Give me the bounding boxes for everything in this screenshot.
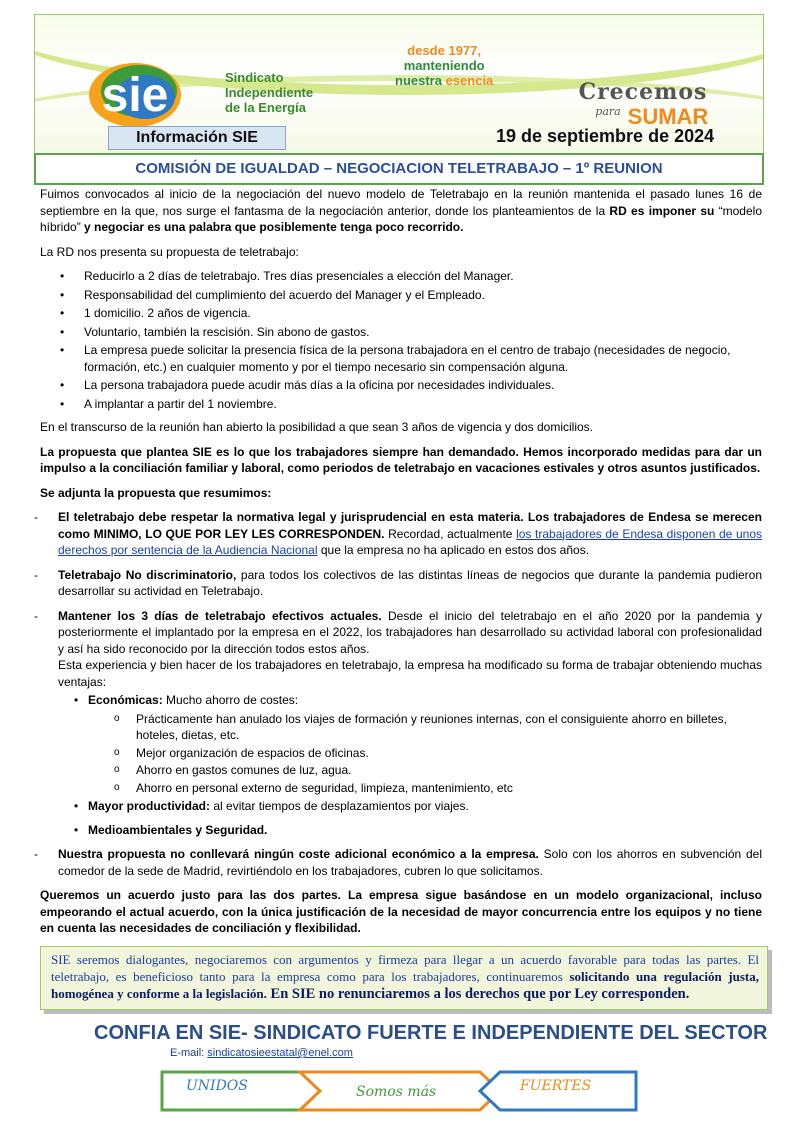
list-item: • 1 domicilio. 2 años de vigencia. (84, 305, 762, 322)
list-item: • Responsabilidad del cumplimiento del acuerdo del Manager y el Empleado. (84, 287, 762, 304)
benefit-item: • Económicas: Mucho ahorro de costes: (88, 692, 762, 709)
document-date: 19 de septiembre de 2024 (496, 126, 715, 146)
slogan: Crecemos para SUMAR (578, 79, 709, 129)
list-item: • A implantar a partir del 1 noviembre. (84, 396, 762, 413)
sub-list-item: o Ahorro en personal externo de seguridad, limpieza, mantenimiento, etc (136, 780, 762, 797)
info-label: Información SIE (108, 126, 286, 150)
proposal-point: - Nuestra propuesta no conllevará ningún coste adicional económico a la empresa. Solo con los ahorros en subvención del comedor de la sede de Madrid, revirtiéndolo en los trabajadores, cubren lo que solicitamos. (40, 846, 762, 879)
proposal-point: - Mantener los 3 días de teletrabajo efectivos actuales. Desde el inicio del teletrabajo en el año 2020 por la pandemia y posteriormente el implantado por la empresa en el 2022, los trabajadores han desarrollado su actividad laboral con profesionalidad y así ha sido reconocido por la dirección todos estos años. Esta experiencia y bien hacer de los trabajadores en teletrabajo, la empresa ha modificado su forma de trabajar obteniendo muchas ventajas: (40, 608, 762, 691)
closing-paragraph: Queremos un acuerdo justo para las dos partes. La empresa sigue basándose en un modelo organizacional, incluso empeorando el actual acuerdo, con la única justificación de la necesidad de mayor concurrencia entre los equipos y no tiene en cuenta las necesidades de conciliación y flexibilidad. (40, 888, 762, 935)
sub-list-item: o Prácticamente han anulado los viajes de formación y reuniones internas, con el consiguiente ahorro en billetes, hoteles, dietas, etc. (136, 711, 762, 744)
list-item: • La persona trabajadora puede acudir más días a la oficina por necesidades individuales. (84, 377, 762, 394)
document-body (40, 186, 762, 945)
proposal-point: - Teletrabajo No discriminatorio, para todos los colectivos de las distintas líneas de negocios que durante la pandemia pudieron desarrollar su actividad en Teletrabajo. (40, 567, 762, 600)
summary-intro: Se adjunta la propuesta que resumimos: (40, 485, 272, 500)
arrow-label-unidos: UNIDOS (186, 1078, 248, 1094)
callout-box: SIE seremos dialogantes, negociaremos con argumentos y firmeza para llegar a un acuerdo favorable para todas las partes. El teletrabajo, es beneficioso tanto para la empresa como para los trabajadores, continuaremos solicitando una regulación justa, homogénea y conforme a la legislación. En SIE no renunciaremos a los derechos que por Ley corresponden. (40, 946, 768, 1010)
sie-proposal-paragraph: La propuesta que plantea SIE es lo que los trabajadores siempre han demandado. Hemos incorporado medidas para dar un impulso a la conciliación familiar y laboral, como periodos de teletrabajo en vacaciones estivales y otros asuntos justificados. (40, 444, 762, 475)
footer-title: CONFIA EN SIE- SINDICATO FUERTE E INDEPENDIENTE DEL SECTOR (94, 1022, 768, 1044)
court-ruling-link[interactable]: los trabajadores de Endesa disponen de unos derechos por sentencia de la Audiencia Nacional (58, 526, 762, 557)
benefit-item: • Medioambientales y Seguridad. (88, 822, 762, 839)
email-link[interactable]: sindicatosieestatal@enel.com (207, 1047, 353, 1059)
document-title: COMISIÓN DE IGUALDAD – NEGOCIACION TELETRABAJO – 1º REUNION (34, 153, 764, 185)
arrow-label-somos-mas: Somos más (356, 1084, 437, 1100)
meeting-paragraph: En el transcurso de la reunión han abierto la posibilidad a que sean 3 años de vigencia y dos domicilios. (40, 420, 594, 434)
benefit-item: • Mayor productividad: al evitar tiempos de desplazamientos por viajes. (88, 798, 762, 815)
sub-list-item: o Ahorro en gastos comunes de luz, agua. (136, 762, 762, 779)
footer-email: E-mail: sindicatosieestatal@enel.com (170, 1047, 353, 1059)
arrow-label-fuertes: FUERTES (520, 1078, 592, 1094)
list-item: • Reducirlo a 2 días de teletrabajo. Tres días presenciales a elección del Manager. (84, 268, 762, 285)
proposal-point: - El teletrabajo debe respetar la normativa legal y jurisprudencial en esta materia. Los trabajadores de Endesa se merecen como MINIMO, LO QUE POR LEY LES CORRESPONDEN. Recordad, actualmente los trabajadores de Endesa disponen de unos derechos por sentencia de la Audiencia Nacional que la empresa no ha aplicado en estos dos años. (40, 509, 762, 559)
org-name: Sindicato Independiente de la Energía (225, 70, 314, 115)
sub-list-item: o Mejor organización de espacios de oficinas. (136, 745, 762, 762)
rd-intro: La RD nos presenta su propuesta de teletrabajo: (40, 244, 299, 259)
list-item: • Voluntario, también la rescisión. Sin abono de gastos. (84, 324, 762, 341)
logo-wordmark: sie (101, 69, 169, 122)
sie-logo (85, 55, 185, 130)
footer-arrow-banner (160, 1068, 640, 1114)
intro-paragraph: Fuimos convocados al inicio de la negociación del nuevo modelo de Teletrabajo en la reunión mantenida el pasado lunes 16 de septiembre en la que, nos surge el fantasma de la negociación anterior, donde los planteamientos de la RD es imponer su “modelo híbrido” y negociar es una palabra que posiblemente tenga poco recorrido. (40, 187, 762, 234)
list-item: • La empresa puede solicitar la presencia física de la persona trabajadora en el centro de trabajo (necesidades de negocio, formación, etc.) en cualquier momento y por el tiempo necesario sin compensación alguna. (84, 342, 762, 375)
rd-proposal-list (40, 268, 762, 412)
since-motto: desde 1977, manteniendo nuestra esencia (395, 43, 494, 88)
